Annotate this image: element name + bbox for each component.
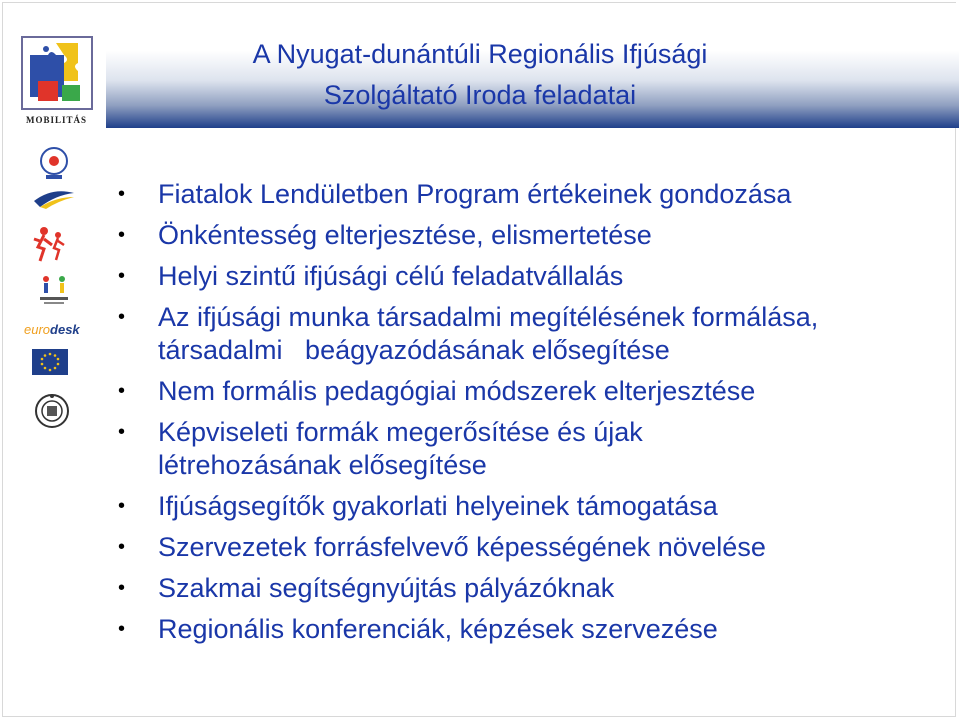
mobilitas-logo-text: MOBILITÁS [26,115,88,125]
list-item [118,531,948,564]
title-line-1: A Nyugat-dunántúli Regionális Ifjúsági [252,39,708,69]
list-item [118,219,948,252]
slide-title [160,34,800,116]
list-item [118,375,948,408]
list-item-text: • Nem formális pedagógiai módszerek elterjesztése [158,376,756,406]
civil-figures-icon [32,271,76,307]
swoosh-flag-icon [32,185,76,211]
logo-sidebar [4,3,104,715]
list-item-text-cont: létrehozásának elősegítése [158,450,487,480]
list-item [118,572,948,605]
list-item-text: • Képviseleti formák megerősítése és újak [158,417,643,447]
eurodesk-logo-icon [24,321,94,339]
running-figures-icon [32,225,76,263]
title-line-2: Szolgáltató Iroda feladatai [323,80,637,110]
list-item-text: • Önkéntesség elterjesztése, elismertetése [158,220,652,250]
list-item-text: • Szervezetek forrásfelvevő képességének növelése [158,532,766,562]
list-item-text-cont: társadalmi beágyazódásának elősegítése [158,335,670,365]
list-item [118,260,948,293]
list-item-text: • Helyi szintű ifjúsági célú feladatvállalás [158,261,624,291]
list-item [118,301,948,367]
svg-text:eurodesk: eurodesk [24,322,80,337]
list-item-text: • Regionális konferenciák, képzések szervezése [158,614,718,644]
eu-flag-icon [32,349,68,375]
mobilitas-puzzle-logo [16,33,96,113]
list-item [118,490,948,523]
list-item [118,178,948,211]
round-seal-icon [32,391,72,431]
list-item-text: • Ifjúságsegítők gyakorlati helyeinek támogatása [158,491,718,521]
task-list [118,178,948,654]
ifjusag-emblem-icon [32,145,76,181]
list-item-text: • Fiatalok Lendületben Program értékeinek gondozása [158,179,792,209]
list-item-text: • Az ifjúsági munka társadalmi megítélésének formálása, [158,302,819,332]
list-item [118,613,948,646]
list-item-text: • Szakmai segítségnyújtás pályázóknak [158,573,615,603]
list-item [118,416,948,482]
